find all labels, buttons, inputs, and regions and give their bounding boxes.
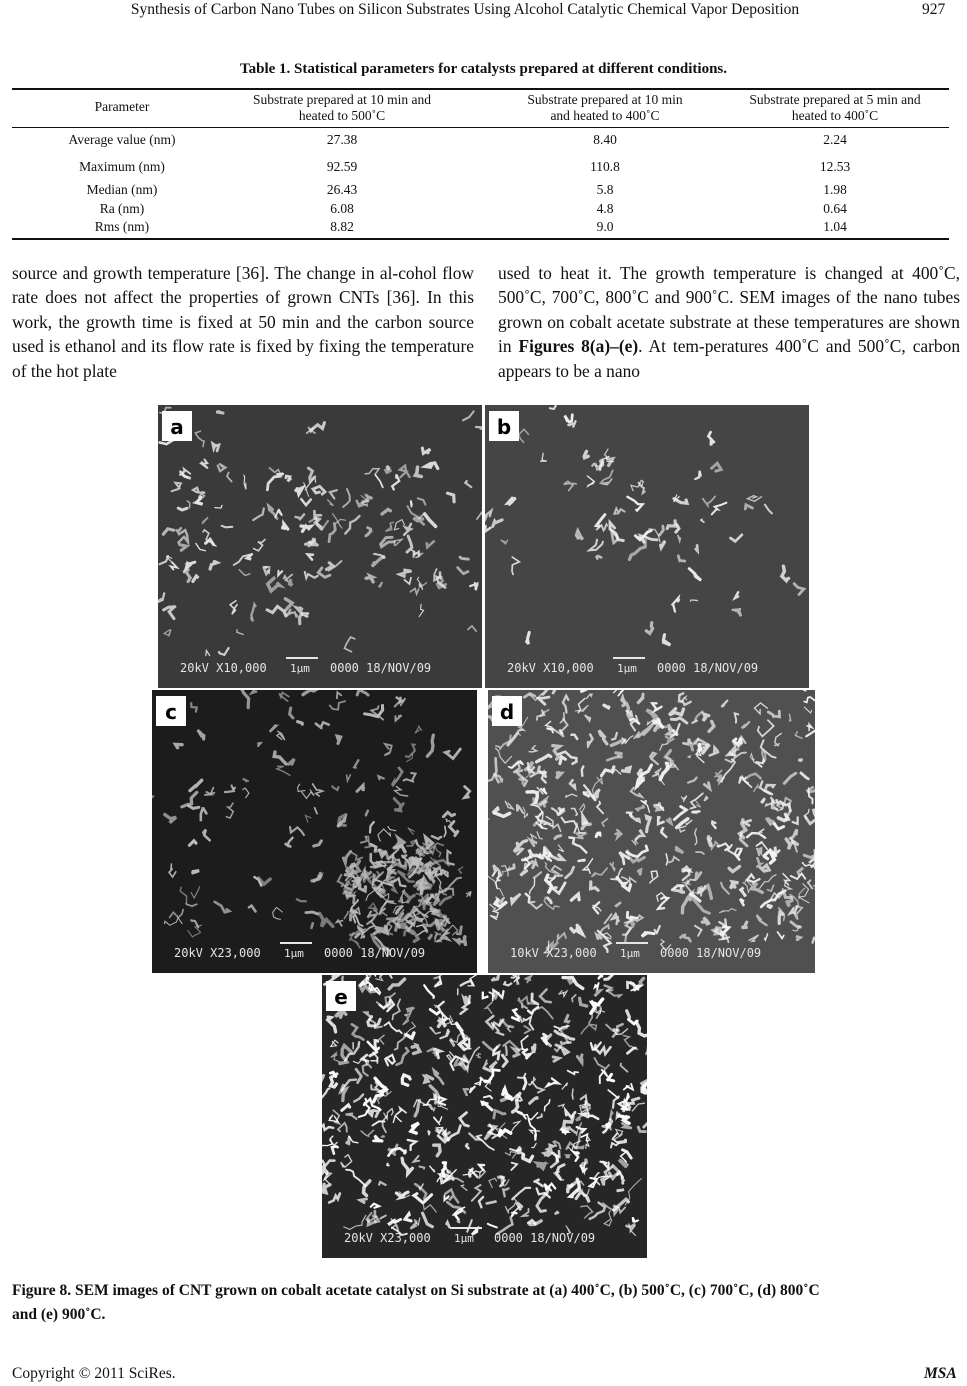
panel-label: d: [499, 700, 515, 724]
body-text-right: used to heat it. The growth temperature is changed at 400˚C, 500˚C, 700˚C, 800˚C and 900˚C. SEM images of the nano tubes grown on cobalt acetate substrate at these temperatures are shown in Figures 8(a)–(e). At tem-peratures 400˚C and 500˚C, carbon appears to be a nano: [498, 263, 961, 381]
sem-image: [158, 405, 482, 688]
panel-label: a: [170, 415, 184, 439]
sem-image: [322, 975, 647, 1258]
table-cell: 8.40: [593, 132, 617, 147]
sem-scale: 1µm: [290, 662, 310, 675]
sem-meta: 0000 18/NOV/09: [494, 1231, 596, 1245]
table-top-rule: [12, 88, 949, 90]
table-cell: 0.64: [823, 201, 847, 216]
table-cell: 8.82: [330, 219, 354, 234]
table-header-parameter: Parameter: [94, 99, 150, 114]
sem-info: 20kV X23,000: [174, 946, 261, 960]
table-cell: 1.04: [823, 219, 847, 234]
sem-panel-b: [485, 405, 809, 688]
table-cell: 26.43: [326, 182, 358, 197]
table-caption: Table 1. Statistical parameters for catalysts prepared at different conditions.: [239, 61, 728, 77]
sem-panel-d: [488, 690, 815, 973]
table-cell: Average value (nm): [68, 132, 176, 147]
sem-meta: 0000 18/NOV/09: [660, 946, 762, 960]
table-cell: Rms (nm): [94, 219, 150, 234]
sem-image: [485, 405, 809, 688]
sem-meta: 0000 18/NOV/09: [324, 946, 426, 960]
table-cell: 27.38: [326, 132, 358, 147]
table-header-col1: Substrate prepared at 10 min and heated to 500˚C: [252, 92, 432, 123]
footer-journal: MSA: [924, 1365, 957, 1382]
panel-label: b: [496, 415, 512, 439]
sem-panel-e: [322, 975, 647, 1258]
sem-info: 20kV X10,000: [180, 661, 267, 675]
sem-meta: 0000 18/NOV/09: [657, 661, 759, 675]
running-title: Synthesis of Carbon Nano Tubes on Silicon Substrates Using Alcohol Catalytic Chemical Vapor Deposition: [130, 1, 800, 18]
table-header-col2: Substrate prepared at 10 min and heated to 400˚C: [527, 92, 683, 123]
table-bottom-rule: [12, 238, 949, 240]
sem-scale: 1µm: [284, 947, 304, 960]
sem-scale: 1µm: [617, 662, 637, 675]
page-number: 927: [922, 1, 946, 18]
table-cell: 6.08: [330, 201, 354, 216]
table-cell: 1.98: [823, 182, 847, 197]
table-cell: 2.24: [823, 132, 847, 147]
panel-label: e: [334, 985, 348, 1009]
table-cell: 4.8: [596, 201, 614, 216]
table-header-rule: [12, 127, 949, 128]
table-header-col3: Substrate prepared at 5 min and heated to 400˚C: [749, 92, 921, 123]
sem-scale: 1µm: [620, 947, 640, 960]
table-cell: 12.53: [819, 159, 851, 174]
figure-reference: Figures 8(a)–(e): [518, 336, 639, 357]
panel-label: c: [165, 700, 177, 724]
sem-panel-a: [158, 405, 482, 688]
figure-caption: Figure 8. SEM images of CNT grown on cobalt acetate catalyst on Si substrate at (a) 400˚C, (b) 500˚C, (c) 700˚C, (d) 800˚C and (e) 900˚C.: [12, 1282, 820, 1323]
sem-meta: 0000 18/NOV/09: [330, 661, 432, 675]
table-cell: Median (nm): [86, 182, 158, 197]
table-cell: 9.0: [596, 219, 614, 234]
sem-info: 10kV X23,000: [510, 946, 597, 960]
sem-info: 20kV X23,000: [344, 1231, 431, 1245]
body-text-left: source and growth temperature [36]. The change in al-cohol flow rate does not affect the properties of grown CNTs [36]. In this work, the growth time is fixed at 50 min and the carbon source used is ethanol and its flow rate is fixed by fixing the temperature of the hot plate: [12, 263, 474, 381]
table-cell: 92.59: [326, 159, 358, 174]
sem-panel-c: [152, 690, 477, 973]
table-cell: Ra (nm): [99, 201, 145, 216]
sem-image: [488, 690, 815, 973]
sem-info: 20kV X10,000: [507, 661, 594, 675]
sem-image: [152, 690, 477, 973]
footer-copyright: Copyright © 2011 SciRes.: [12, 1365, 176, 1382]
table-cell: 110.8: [590, 159, 620, 174]
table-cell: Maximum (nm): [79, 159, 165, 174]
table-cell: 5.8: [596, 182, 614, 197]
sem-scale: 1µm: [454, 1232, 474, 1245]
